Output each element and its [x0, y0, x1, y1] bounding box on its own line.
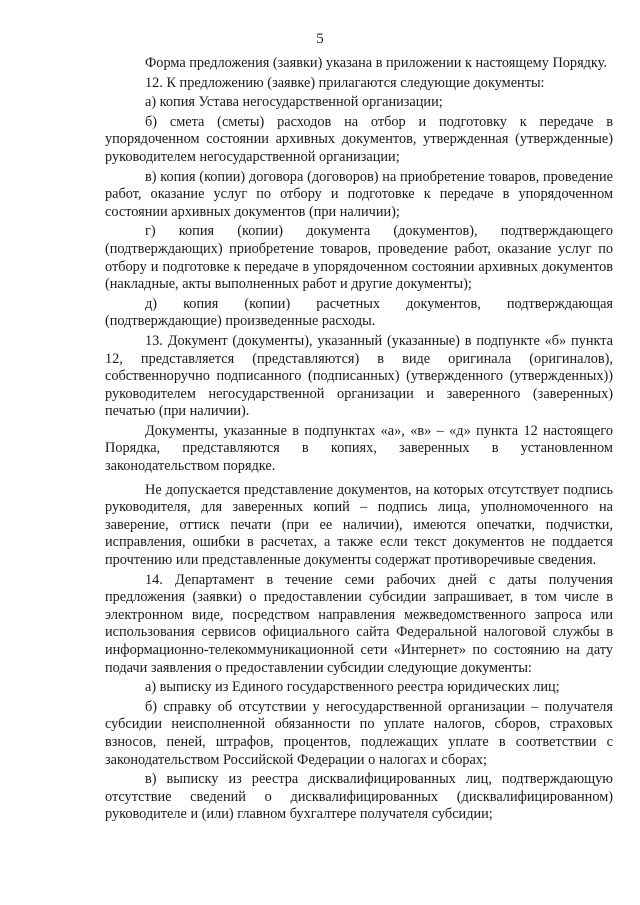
paragraph-12-a: а) копия Устава негосударственной организации; [145, 94, 443, 111]
paragraph-14-b: б) справку об отсутствии у негосударственной организации – получателя субсидии неисполненной обязанности по уплате налогов, сборов, страховых взносов, пеней, штрафов, процентов, подлежащих уплате в соответствии с законодательством Российской Федерации о налогах и сборах; [105, 698, 613, 768]
page-number: 5 [316, 31, 324, 47]
paragraph-form-reference: Форма предложения (заявки) указана в приложении к настоящему Порядку. [145, 55, 607, 71]
paragraph-13: 13. Документ (документы), указанный (указанные) в подпункте «б» пункта 12, представляется (представляются) в виде оригинала (оригиналов), собственноручно подписанного (подписанных) (утвержденного (утвержденных)) руководителем негосударственной организации и заверенного (заверенных) печатью (при наличии). [105, 332, 613, 420]
paragraph-12-b: б) смета (сметы) расходов на отбор и подготовку к передаче в упорядоченном состоянии архивных документов, утвержденная (утвержденные) руководителем негосударственной организации; [105, 113, 613, 165]
paragraph-14-v: в) выписку из реестра дисквалифицированных лиц, подтверждающую отсутствие сведений о дисквалифицированных (дисквалифицированном) руководителе и (или) главном бухгалтере получателя субсидии; [105, 771, 613, 823]
paragraph-12-g: г) копия (копии) документа (документов), подтверждающего (подтверждающих) приобретение товаров, проведение работ, оказание услуг по отбору и подготовке к передаче в упорядоченном состоянии архивных документов (накладные, акты выполненных работ и другие документы); [105, 223, 613, 293]
document-body [105, 55, 613, 826]
paragraph-14-a: а) выписку из Единого государственного реестра юридических лиц; [145, 679, 560, 696]
paragraph-12-intro: 12. К предложению (заявке) прилагаются следующие документы: [145, 74, 545, 91]
paragraph-13-restrictions: Не допускается представление документов, на которых отсутствует подпись руководителя, для заверенных копий – подпись лица, уполномоченного на заверение, оттиск печати (при ее наличии), имеются опечатки, подчистки, исправления, ошибки в расчетах, а также если текст документов не поддается прочтению или представленные документы содержат противоречивые сведения. [105, 481, 613, 569]
paragraph-12-d: д) копия (копии) расчетных документов, подтверждающая (подтверждающие) произведенные расходы. [105, 295, 613, 330]
paragraph-14: 14. Департамент в течение семи рабочих дней с даты получения предложения (заявки) о предоставлении субсидии запрашивает, в том числе в электронном виде, посредством направления межведомственного запроса или использования сервисов официального сайта Федеральной налоговой службы в информационно-телекоммуникационной сети «Интернет» по состоянию на дату подачи заявления о предоставлении субсидии следующие документы: [105, 571, 613, 676]
paragraph-13-copies: Документы, указанные в подпунктах «а», «в» – «д» пункта 12 настоящего Порядка, представляются в копиях, заверенных в установленном законодательством порядке. [105, 422, 613, 475]
paragraph-12-v: в) копия (копии) договора (договоров) на приобретение товаров, проведение работ, оказание услуг по отбору и подготовке к передаче в упорядоченном состоянии архивных документов (при наличии); [105, 168, 613, 220]
